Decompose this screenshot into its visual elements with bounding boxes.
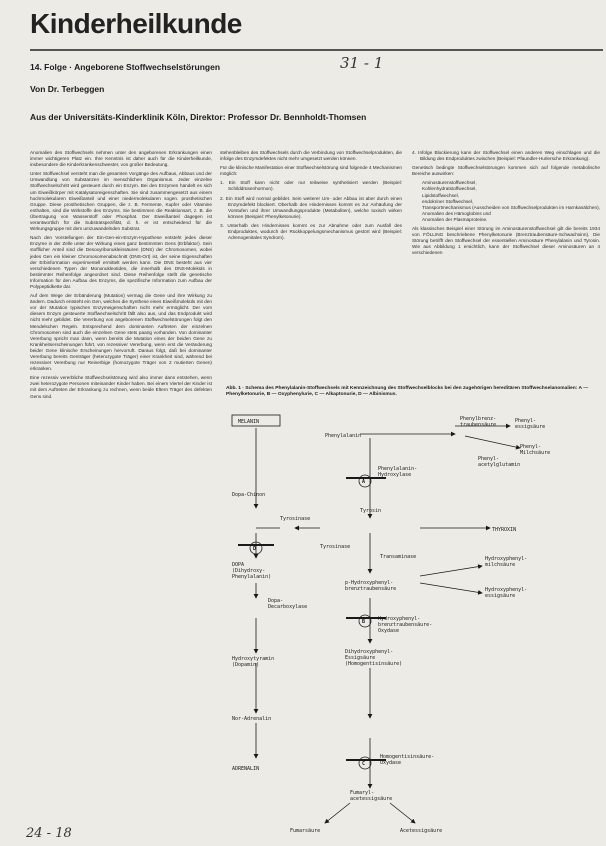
- institution-line: Aus der Universitäts-Kinderklinik Köln, Direktor: Professor Dr. Bennholdt-Thomsen: [30, 112, 367, 122]
- paragraph: Für die klinische Manifestation einer Stoffwechselstörung sind folgende 4 Mechanismen möglich:: [220, 165, 402, 177]
- node-phenylmilch: Phenyl-: [520, 444, 542, 450]
- node-thyroxin: THYROXIN: [492, 527, 517, 533]
- series-line: 14. Folge · Angeborene Stoffwechselstörungen: [30, 62, 221, 72]
- node-phenylalanin: Phenylalanin: [325, 433, 362, 439]
- node-adrenalin: ADRENALIN: [232, 766, 260, 772]
- svg-text:Milchsäure: Milchsäure: [520, 450, 551, 456]
- node-hydroxyphenylessig: Hydroxyphenyl-: [485, 587, 528, 593]
- node-phenylacetyl: Phenyl-: [478, 456, 500, 462]
- node-hydroxylase: Phenylalanin-: [378, 466, 418, 472]
- list-item: 1. Ein Stoff kann nicht oder nur teilweise synthetisiert werden (Beispiel: Schilddrüsenhormon).: [220, 180, 402, 192]
- node-oxydase: Hydroxyphenyl-: [378, 616, 421, 622]
- svg-text:(Dopamin): (Dopamin): [232, 662, 260, 668]
- svg-text:(Homogentisinsäure): (Homogentisinsäure): [345, 661, 403, 667]
- svg-text:Decarboxylase: Decarboxylase: [268, 604, 308, 610]
- svg-text:brenztraubensäure: brenztraubensäure: [345, 586, 397, 592]
- svg-text:traubensäure: traubensäure: [460, 422, 497, 428]
- handwritten-note-top: 31 - 1: [340, 54, 384, 72]
- node-tyrosinase-1: Tyrosinase: [280, 516, 311, 522]
- svg-text:acetylglutamin: acetylglutamin: [478, 462, 521, 468]
- list-item: Kohlenhydratstoffwechsel,: [422, 186, 477, 192]
- node-transaminase-top: Phenylbrenz-: [460, 416, 497, 422]
- list-item: Transportmechanismus (Ausscheiden von Stoffwechselprodukten im Harnkanälchen),: [422, 204, 600, 210]
- node-transaminase: Transaminase: [380, 554, 417, 560]
- node-tyrosin: Tyrosin: [360, 508, 382, 514]
- list-item: 2. Ein Stoff wird normal gebildet. Sein weiterer Um- oder Abbau ist aber durch einen Enzymdefekt blockiert. Oberhalb des Hindernisses kommt es zur Anhäufung der Vorstufen und ihrer Umwandlungsprodukte (Metaboliten), welche toxisch wirken können (Beispiel: Phenylketonurie).: [220, 195, 402, 219]
- node-phenylessig: Phenyl-: [515, 418, 537, 424]
- title-rule: [30, 49, 603, 51]
- paragraph: Eine rezessiv vererbliche Stoffwechselstörung wird also immer dann entstehen, wenn zwei heterozygote Personen miteinander Kinder haben. Bei einem Viertel der Kinder ist mit dem Auftreten der Erkrankung zu rechnen, wenn beide Eltern Träger des defekten Gens sind.: [30, 375, 212, 399]
- node-tyrosinase-2: Tyrosinase: [320, 544, 351, 550]
- svg-text:Oxydase: Oxydase: [380, 760, 402, 766]
- paragraph: Anomalien des Stoffwechsels nehmen unter den angeborenen Erkrankungen einen immer wichtigeren Platz ein. Ihre Kenntnis ist daher auch für die Kinderheilkunde, insbesondere die Kinderkrankenschwester, von großer Bedeutung.: [30, 150, 212, 168]
- node-hgo: Homogentisinsäure-: [380, 754, 435, 760]
- node-hydroxyphenylmilch: Hydroxyphenyl-: [485, 556, 528, 562]
- author-line: Von Dr. Terbeggen: [30, 84, 105, 94]
- paragraph: stehenbleiben des Stoffwechsels durch die Verbindung von Stoffwechselprodukten, die infolge des Enzymdefektes nicht mehr umgesetzt werden können.: [220, 150, 402, 162]
- paragraph: Nach den Vorstellungen der Ein-Gen-ein-Enzym-Hypothese entsteht jedes dieser Enzyme in der Zelle unter der Wirkung eines ganz bestimmten Gens (Erbfaktor). Sein stofflicher Anteil sind die Desoxyribonukleinsäuren (DNS) der Chromosomen, wobei jedes Gen ein kleiner Chromosomenabschnitt (DNS-Ort) ist, der seine Eigenschaften der Erbinformation experimentell ermittelt werden kann. Die DNS besteht aus vier verschiedenen Typen der Mononukleotiden, die innerhalb des DNS-Moleküls in bestimmter Reihenfolge angeordnet sind. Diese Reihenfolge stellt die genetische Information für den Aufbau des Enzyms, die spezifische Information zum Aufbau der Polypeptidkette dar.: [30, 235, 212, 289]
- block-label-a: A: [362, 479, 366, 485]
- node-dopa: DOPA: [232, 562, 245, 568]
- paragraph: Als klassisches Beispiel einer Störung im Aminosäurenstoffwechsel gilt die bereits 1934 von FÖLLING beschriebene Phenylketonurie (Brenztraubensäure-Schwachsinn). Die Störung betrifft den Stoffwechsel der essentiellen Aminosäure Phenylalanin und Tyrosin. Wie aus Abbildung 1 ersichtlich, kann der Stoffwechsel dieser Aminosäuren an 4 verschiedenen: [412, 226, 600, 256]
- svg-text:milchsäure: milchsäure: [485, 562, 516, 568]
- svg-text:Essigsäure: Essigsäure: [345, 655, 376, 661]
- node-acetessig: Acetessigsäure: [400, 828, 443, 834]
- block-label-b: B: [362, 619, 366, 625]
- node-melanin: MELANIN: [238, 419, 260, 425]
- node-homogentisin: Dihydroxyphenyl-: [345, 649, 394, 655]
- text-column-1: [30, 150, 212, 403]
- node-hydroxytyramin: Hydroxytyramin: [232, 656, 275, 662]
- svg-text:(Dihydroxy-: (Dihydroxy-: [232, 568, 266, 574]
- node-oxyphenylbrenz: p-Hydroxyphenyl-: [345, 580, 394, 586]
- svg-text:Oxydase: Oxydase: [378, 628, 400, 634]
- list-item: Lipidstoffwechsel,: [422, 192, 459, 198]
- block-label-c: C: [362, 761, 366, 767]
- list-item: Anomalien des Hämoglobins und: [422, 210, 491, 216]
- block-label-d: D: [253, 546, 257, 552]
- node-fumaryl: Fumaryl-: [350, 790, 375, 796]
- svg-text:Phenylalanin): Phenylalanin): [232, 574, 272, 580]
- handwritten-note-bottom: 24 - 18: [26, 826, 72, 841]
- paragraph: Auf dem Wege der Erbänderung (Mutation) vermag die Gene und ihre Wirkung zu ändern. Dadurch entsteht ein Gen, welches die Synthese eines Eiweißmoleküls mit den vor der Mutation typischen Enzymeigenschaften nicht mehr ermöglicht. Der vom diesem Enzym gesteuerte Stoffwechselschritt fällt also aus, und das Endprodukt wird nicht mehr gebildet. Die Vererbung von angeborenen Stoffwechselstörungen folgt den Mendelschen Regeln. Entsprechend dem dominanten Auftreten der einzelnen Chromosomen sind auch die einzelnen Gene stets paarig vorhanden. Von dominanter Vererbung spricht man dann, wenn bereits die Mutation eines der beiden Gene zu Krankheitserscheinungen führt, von rezessiver Vererbung, wenn erst die Veränderung beider Gene klinische Erscheinungen hervorruft. Daraus folgt, daß bei dominanter Vererbung bereits Genträger (heterozygote Träger) einer Krankheit sind, während bei rezessiver Vererbung nur Reinerbige (homozygote Träger von 2 mutierten Genen) erkranken.: [30, 293, 212, 372]
- node-noradrenalin: Nor-Adrenalin: [232, 716, 272, 722]
- svg-text:essigsäure: essigsäure: [485, 593, 516, 599]
- node-fumarsaure: Fumarsäure: [290, 828, 321, 834]
- list-item: Aminosäurenstoffwechsel,: [422, 180, 477, 186]
- list-item: Anomalien der Plasmaproteine.: [422, 216, 488, 222]
- text-column-2: [220, 150, 402, 244]
- svg-text:Hydroxylase: Hydroxylase: [378, 472, 412, 478]
- svg-text:essigsäure: essigsäure: [515, 424, 546, 430]
- node-dopa-decarboxylase: Dopa-: [268, 598, 284, 604]
- paragraph: Genetisch bedingte Stoffwechselstörungen kommen sich auf folgende metabolische Bereiche auswirken:: [412, 165, 600, 177]
- text-column-3: [412, 150, 600, 260]
- page-title: Kinderheilkunde: [30, 8, 242, 39]
- list-item: 3. Unterhalb des Hindernisses kommt es zur Abnahme oder zum Ausfall des Endproduktes, wodurch der Rückkoppelungsmechanismus gestört wird (Beispiel: Adrenogenitales Syndrom).: [220, 222, 402, 241]
- list-item: 4. Infolge Blockierung kann der Stoffwechsel einen anderen Weg einschlagen und die Bildung des Endproduktes zwischen (Beispiel: Pfaundler-Hurlersche Erkrankung).: [412, 150, 600, 162]
- svg-text:acetessigsäure: acetessigsäure: [350, 796, 393, 802]
- svg-text:brenztraubensäure-: brenztraubensäure-: [378, 622, 433, 628]
- figure-caption: Abb. 1 · Schema des Phenylalanin-Stoffwechsels mit Kennzeichnung des Stoffwechselblocks bei den zugehörigen hereditären Stoffwechselanomalien: A — Phenylketonurie, B — Oxyphenylurie, C — Alkaptonurie, D — Albinismus.: [226, 386, 589, 398]
- paragraph: Unter Stoffwechsel versteht man die gesamten Vorgänge des Aufbaus, Abbaus und der Umwandlung von Substanzen im menschlichen Organismus. Jeder einzelne Stoffwechselschritt wird gesteuert durch ein Enzym. Bei den Enzymen handelt es sich um Eiweißkörper mit Katalysatoreigenschaften. Sie sind zusammengesetzt aus einem hochmolekularen Eiweißanteil und einer niedermolekularen sogen. prosthetischen Gruppe. Diese prosthetischen Gruppen, die z. B. Fermente, Kupfer oder Vitamine enthalten, sind die Wirkstoffe des Enzyms. Sie bestimmen die Reaktionsart, z. B. die Übertragung von Wasserstoff oder Phosphat. Der Eiweißanteil dagegen ist verantwortlich für die Substratspezifität, d. h. er ist entscheidend für die Wirkungsgruppe mit dem umzuwandelnden Substrat.: [30, 171, 212, 232]
- list-item: endokriner Stoffwechsel,: [422, 198, 474, 204]
- node-dopa-chinon: Dopa-Chinon: [232, 492, 266, 498]
- metabolism-diagram: [220, 408, 606, 838]
